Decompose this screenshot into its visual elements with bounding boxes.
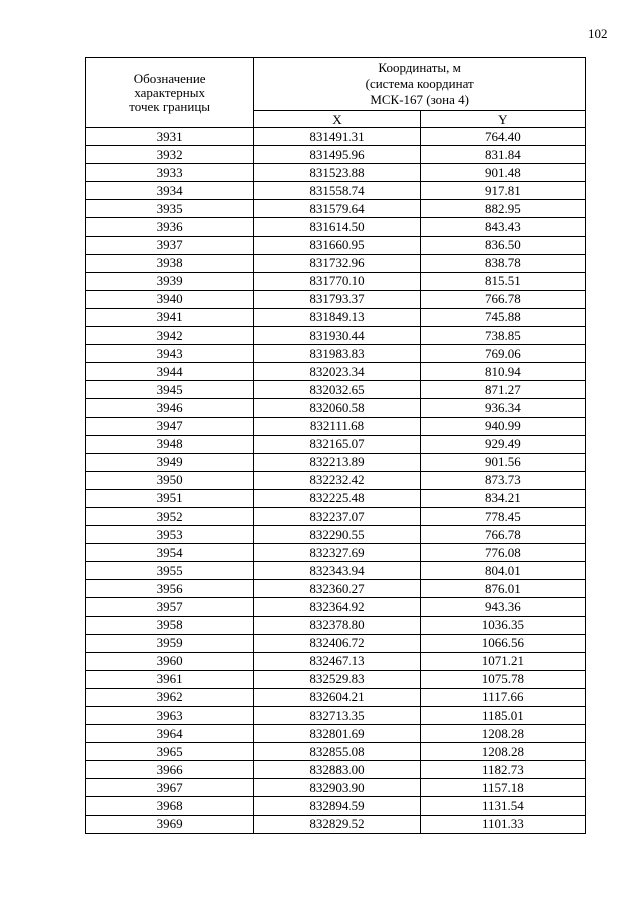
y-coordinate-cell: 940.99 (420, 417, 585, 435)
x-coordinate-cell: 831732.96 (254, 254, 420, 272)
point-cell: 3943 (86, 345, 254, 363)
point-cell: 3934 (86, 182, 254, 200)
x-coordinate-cell: 832165.07 (254, 435, 420, 453)
table-row (86, 290, 586, 308)
y-coordinate-cell: 778.45 (420, 507, 585, 525)
y-coordinate-cell: 1036.35 (420, 616, 585, 634)
point-cell: 3955 (86, 562, 254, 580)
point-cell: 3959 (86, 634, 254, 652)
point-cell: 3966 (86, 761, 254, 779)
y-coordinate-cell: 810.94 (420, 363, 585, 381)
table-row (86, 652, 586, 670)
y-coordinate-cell: 1101.33 (420, 815, 585, 833)
point-cell: 3954 (86, 544, 254, 562)
point-cell: 3938 (86, 254, 254, 272)
coordinates-table (85, 57, 586, 834)
y-coordinate-cell: 1071.21 (420, 652, 585, 670)
table-row (86, 363, 586, 381)
point-cell: 3956 (86, 580, 254, 598)
coords-header-line-3: МСК-167 (зона 4) (370, 92, 469, 107)
x-coordinate-cell: 832406.72 (254, 634, 420, 652)
y-coordinate-cell: 1208.28 (420, 743, 585, 761)
x-coordinate-cell: 831660.95 (254, 236, 420, 254)
y-coordinate-cell: 804.01 (420, 562, 585, 580)
point-cell: 3946 (86, 399, 254, 417)
table-row (86, 254, 586, 272)
y-coordinate-cell: 1117.66 (420, 688, 585, 706)
point-header-line-2: характерных (134, 84, 205, 100)
x-column-header: X (254, 111, 420, 128)
coords-header-line-1: Координаты, м (378, 60, 461, 75)
point-cell: 3965 (86, 743, 254, 761)
x-coordinate-cell: 831983.83 (254, 345, 420, 363)
table-row (86, 526, 586, 544)
point-cell: 3968 (86, 797, 254, 815)
x-coordinate-cell: 831491.31 (254, 128, 420, 146)
x-coordinate-cell: 832032.65 (254, 381, 420, 399)
x-coordinate-cell: 832060.58 (254, 399, 420, 417)
table-row (86, 815, 586, 833)
point-header-line-1: Обозначение (133, 70, 206, 86)
y-coordinate-cell: 936.34 (420, 399, 585, 417)
y-coordinate-cell: 769.06 (420, 345, 585, 363)
point-header-line-3: точек границы (129, 98, 211, 114)
x-coordinate-cell: 832290.55 (254, 526, 420, 544)
y-coordinate-cell: 838.78 (420, 254, 585, 272)
point-cell: 3933 (86, 164, 254, 182)
y-coordinate-cell: 901.48 (420, 164, 585, 182)
point-cell: 3960 (86, 652, 254, 670)
page-number: 102 (588, 26, 608, 41)
point-cell: 3942 (86, 327, 254, 345)
table-row (86, 164, 586, 182)
table-row (86, 453, 586, 471)
x-coordinate-cell: 832327.69 (254, 544, 420, 562)
x-coordinate-cell: 831793.37 (254, 290, 420, 308)
table-row (86, 544, 586, 562)
point-cell: 3961 (86, 670, 254, 688)
point-cell: 3951 (86, 489, 254, 507)
point-cell: 3932 (86, 146, 254, 164)
point-column-header (86, 58, 254, 128)
point-cell: 3963 (86, 707, 254, 725)
point-cell: 3950 (86, 471, 254, 489)
x-coordinate-cell: 832529.83 (254, 670, 420, 688)
table-row (86, 688, 586, 706)
x-coordinate-cell: 832894.59 (254, 797, 420, 815)
y-coordinate-cell: 1131.54 (420, 797, 585, 815)
table-row (86, 381, 586, 399)
table-row (86, 616, 586, 634)
table-row (86, 562, 586, 580)
table-row (86, 308, 586, 326)
point-cell: 3944 (86, 363, 254, 381)
table-row (86, 797, 586, 815)
table-row (86, 218, 586, 236)
x-coordinate-cell: 832237.07 (254, 507, 420, 525)
y-coordinate-cell: 831.84 (420, 146, 585, 164)
y-coordinate-cell: 1182.73 (420, 761, 585, 779)
table-row (86, 399, 586, 417)
x-coordinate-cell: 832225.48 (254, 489, 420, 507)
x-coordinate-cell: 831495.96 (254, 146, 420, 164)
y-coordinate-cell: 1157.18 (420, 779, 585, 797)
y-coordinate-cell: 766.78 (420, 290, 585, 308)
point-cell: 3969 (86, 815, 254, 833)
x-coordinate-cell: 832023.34 (254, 363, 420, 381)
table-row (86, 236, 586, 254)
table-row (86, 200, 586, 218)
y-coordinate-cell: 745.88 (420, 308, 585, 326)
x-coordinate-cell: 832213.89 (254, 453, 420, 471)
point-cell: 3962 (86, 688, 254, 706)
table-row (86, 761, 586, 779)
x-coordinate-cell: 831849.13 (254, 308, 420, 326)
point-cell: 3967 (86, 779, 254, 797)
x-coordinate-cell: 832111.68 (254, 417, 420, 435)
y-coordinate-cell: 738.85 (420, 327, 585, 345)
point-cell: 3949 (86, 453, 254, 471)
table-row (86, 182, 586, 200)
y-coordinate-cell: 876.01 (420, 580, 585, 598)
coordinates-column-header (254, 58, 586, 111)
point-cell: 3958 (86, 616, 254, 634)
y-column-header: Y (420, 111, 585, 128)
point-cell: 3936 (86, 218, 254, 236)
table-row (86, 507, 586, 525)
point-cell: 3945 (86, 381, 254, 399)
y-coordinate-cell: 871.27 (420, 381, 585, 399)
x-coordinate-cell: 832903.90 (254, 779, 420, 797)
table-row (86, 471, 586, 489)
y-coordinate-cell: 776.08 (420, 544, 585, 562)
x-coordinate-cell: 832467.13 (254, 652, 420, 670)
y-coordinate-cell: 929.49 (420, 435, 585, 453)
table-row (86, 725, 586, 743)
table-row (86, 272, 586, 290)
y-coordinate-cell: 882.95 (420, 200, 585, 218)
table-row (86, 489, 586, 507)
x-coordinate-cell: 831579.64 (254, 200, 420, 218)
y-coordinate-cell: 1066.56 (420, 634, 585, 652)
point-cell: 3953 (86, 526, 254, 544)
table-row (86, 707, 586, 725)
point-cell: 3957 (86, 598, 254, 616)
y-coordinate-cell: 836.50 (420, 236, 585, 254)
table-row (86, 327, 586, 345)
x-coordinate-cell: 832883.00 (254, 761, 420, 779)
x-coordinate-cell: 832829.52 (254, 815, 420, 833)
point-cell: 3935 (86, 200, 254, 218)
y-coordinate-cell: 1208.28 (420, 725, 585, 743)
coords-header-line-2: (система координат (365, 76, 474, 91)
x-coordinate-cell: 832343.94 (254, 562, 420, 580)
point-cell: 3937 (86, 236, 254, 254)
table-body (86, 128, 586, 834)
y-coordinate-cell: 766.78 (420, 526, 585, 544)
table-row (86, 146, 586, 164)
table-row (86, 779, 586, 797)
x-coordinate-cell: 832378.80 (254, 616, 420, 634)
table-row (86, 598, 586, 616)
table-row (86, 345, 586, 363)
x-coordinate-cell: 832364.92 (254, 598, 420, 616)
table-row (86, 128, 586, 146)
x-coordinate-cell: 831930.44 (254, 327, 420, 345)
x-coordinate-cell: 831614.50 (254, 218, 420, 236)
y-coordinate-cell: 901.56 (420, 453, 585, 471)
x-coordinate-cell: 831523.88 (254, 164, 420, 182)
point-cell: 3940 (86, 290, 254, 308)
point-cell: 3939 (86, 272, 254, 290)
point-cell: 3952 (86, 507, 254, 525)
table-row (86, 743, 586, 761)
x-coordinate-cell: 831770.10 (254, 272, 420, 290)
x-coordinate-cell: 832713.35 (254, 707, 420, 725)
x-coordinate-cell: 832855.08 (254, 743, 420, 761)
y-coordinate-cell: 1075.78 (420, 670, 585, 688)
table-row (86, 417, 586, 435)
point-cell: 3948 (86, 435, 254, 453)
x-coordinate-cell: 832604.21 (254, 688, 420, 706)
y-coordinate-cell: 943.36 (420, 598, 585, 616)
y-coordinate-cell: 834.21 (420, 489, 585, 507)
y-coordinate-cell: 843.43 (420, 218, 585, 236)
point-cell: 3941 (86, 308, 254, 326)
point-cell: 3964 (86, 725, 254, 743)
y-coordinate-cell: 764.40 (420, 128, 585, 146)
x-coordinate-cell: 832232.42 (254, 471, 420, 489)
point-cell: 3931 (86, 128, 254, 146)
y-coordinate-cell: 1185.01 (420, 707, 585, 725)
y-coordinate-cell: 873.73 (420, 471, 585, 489)
x-coordinate-cell: 832801.69 (254, 725, 420, 743)
y-coordinate-cell: 917.81 (420, 182, 585, 200)
table-row (86, 435, 586, 453)
y-coordinate-cell: 815.51 (420, 272, 585, 290)
x-coordinate-cell: 831558.74 (254, 182, 420, 200)
x-coordinate-cell: 832360.27 (254, 580, 420, 598)
table-row (86, 580, 586, 598)
table-row (86, 634, 586, 652)
table-row (86, 670, 586, 688)
point-cell: 3947 (86, 417, 254, 435)
